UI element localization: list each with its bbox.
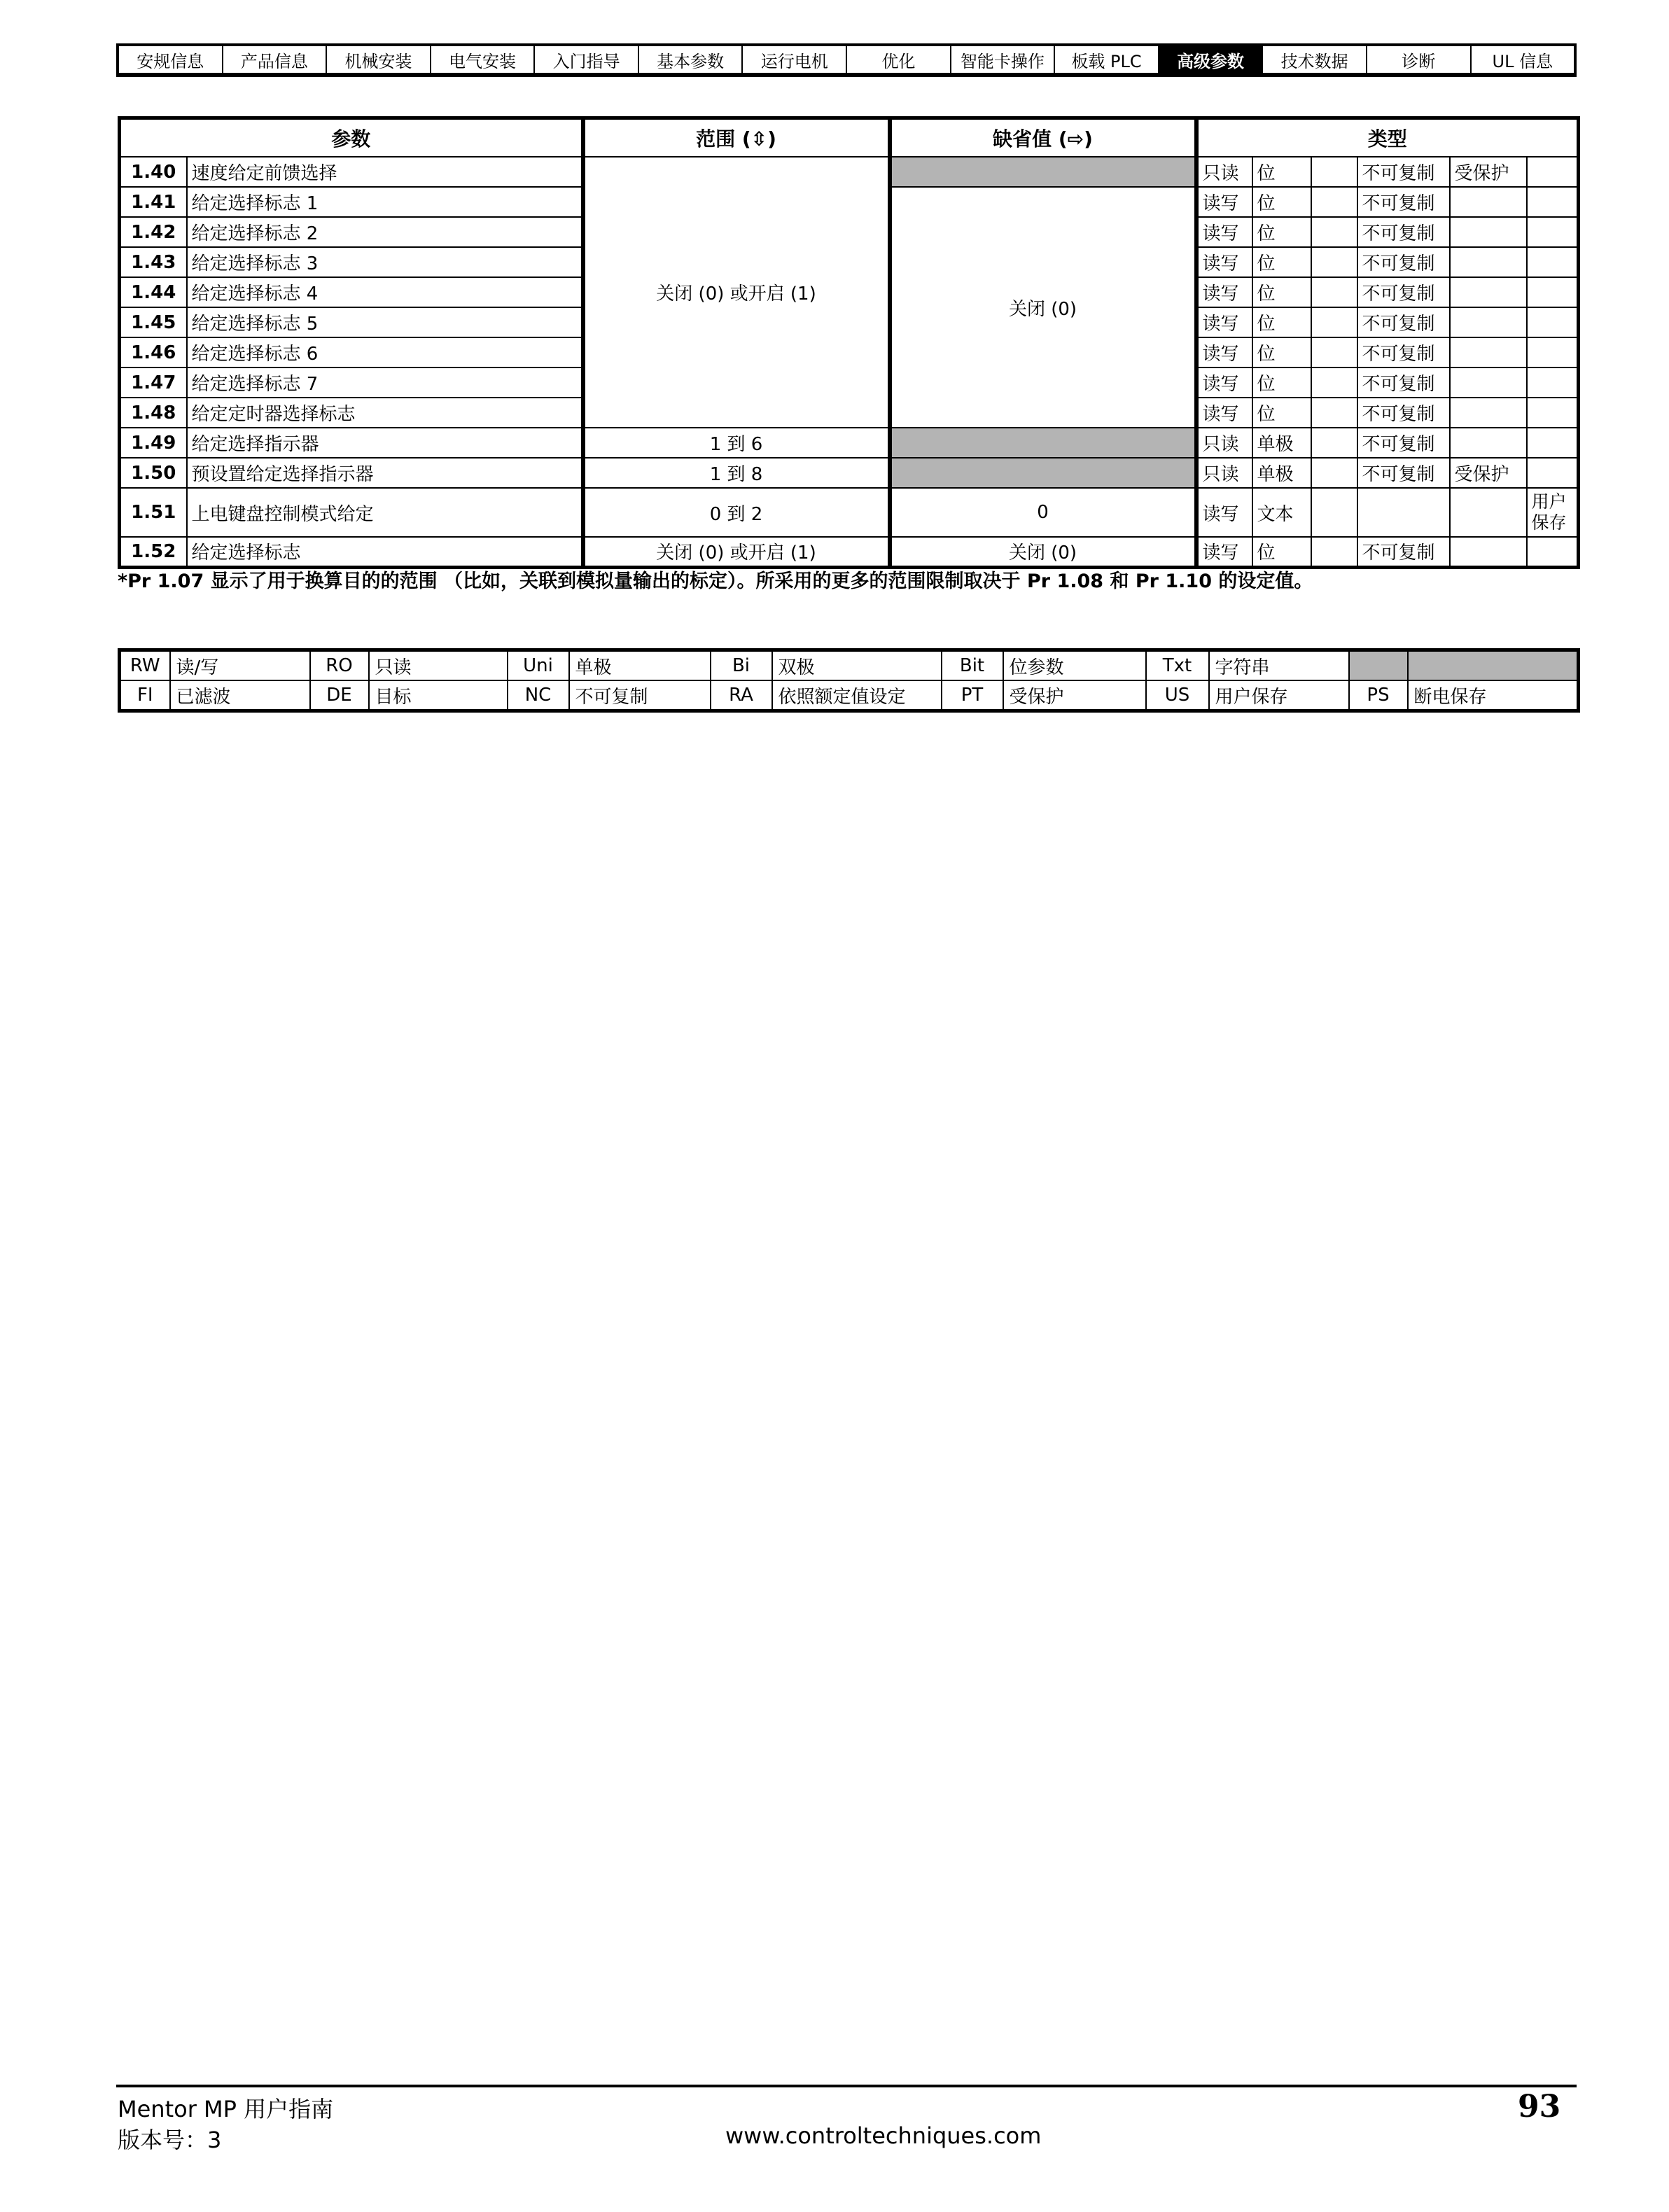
type-cell: 读写 bbox=[1196, 307, 1252, 337]
type-cell bbox=[1311, 488, 1357, 537]
type-cell bbox=[1450, 488, 1527, 537]
type-cell bbox=[1311, 307, 1357, 337]
type-cell: 读写 bbox=[1196, 398, 1252, 428]
default-cell: 关闭 (0) bbox=[890, 187, 1196, 428]
legend-abbr: Bit bbox=[942, 650, 1003, 681]
legend-abbr: Txt bbox=[1146, 650, 1209, 681]
type-cell: 不可复制 bbox=[1357, 368, 1450, 398]
legend-meaning: 单极 bbox=[569, 650, 711, 681]
type-cell: 读写 bbox=[1196, 247, 1252, 277]
type-cell bbox=[1311, 398, 1357, 428]
table-row bbox=[120, 488, 1579, 537]
legend-meaning: 读/写 bbox=[170, 650, 310, 681]
type-cell: 位 bbox=[1252, 398, 1311, 428]
type-cell bbox=[1527, 337, 1579, 368]
abbreviation-legend bbox=[118, 648, 1580, 713]
table-row bbox=[120, 537, 1579, 567]
type-cell bbox=[1450, 277, 1527, 307]
param-name: 给定选择标志 4 bbox=[187, 277, 583, 307]
type-cell: 不可复制 bbox=[1357, 247, 1450, 277]
legend-meaning: 字符串 bbox=[1209, 650, 1349, 681]
param-number: 1.40 bbox=[120, 157, 187, 187]
type-cell: 位 bbox=[1252, 337, 1311, 368]
type-cell bbox=[1311, 368, 1357, 398]
type-cell bbox=[1527, 247, 1579, 277]
type-cell bbox=[1450, 428, 1527, 458]
type-cell: 位 bbox=[1252, 217, 1311, 247]
type-cell: 读写 bbox=[1196, 537, 1252, 567]
legend-abbr: Bi bbox=[711, 650, 772, 681]
footer-rule bbox=[116, 2085, 1577, 2087]
type-cell: 位 bbox=[1252, 537, 1311, 567]
nav-tab[interactable]: 运行电机 bbox=[743, 46, 847, 73]
range-cell: 1 到 6 bbox=[583, 428, 890, 458]
legend-meaning: 受保护 bbox=[1003, 680, 1146, 711]
legend-meaning: 用户保存 bbox=[1209, 680, 1349, 711]
legend-meaning: 目标 bbox=[369, 680, 508, 711]
legend-abbr: PS bbox=[1349, 680, 1408, 711]
type-cell: 读写 bbox=[1196, 488, 1252, 537]
type-cell: 不可复制 bbox=[1357, 398, 1450, 428]
param-number: 1.43 bbox=[120, 247, 187, 277]
legend-meaning: 依照额定值设定 bbox=[772, 680, 942, 711]
type-cell bbox=[1527, 458, 1579, 488]
legend-abbr: RW bbox=[120, 650, 170, 681]
type-cell: 不可复制 bbox=[1357, 428, 1450, 458]
type-cell bbox=[1311, 458, 1357, 488]
legend-row bbox=[120, 680, 1579, 711]
default-cell-empty bbox=[890, 157, 1196, 187]
default-cell-empty bbox=[890, 428, 1196, 458]
legend-meaning bbox=[1408, 650, 1579, 681]
type-cell bbox=[1527, 537, 1579, 567]
table-row bbox=[120, 157, 1579, 187]
table-row bbox=[120, 428, 1579, 458]
type-cell bbox=[1450, 537, 1527, 567]
type-cell: 不可复制 bbox=[1357, 217, 1450, 247]
type-cell bbox=[1450, 217, 1527, 247]
table-row bbox=[120, 458, 1579, 488]
type-cell: 不可复制 bbox=[1357, 537, 1450, 567]
range-cell: 0 到 2 bbox=[583, 488, 890, 537]
type-cell: 读写 bbox=[1196, 368, 1252, 398]
legend-abbr bbox=[1349, 650, 1408, 681]
legend-meaning: 位参数 bbox=[1003, 650, 1146, 681]
type-cell: 位 bbox=[1252, 247, 1311, 277]
type-cell: 单极 bbox=[1252, 428, 1311, 458]
type-cell bbox=[1527, 398, 1579, 428]
type-cell bbox=[1311, 247, 1357, 277]
type-cell: 读写 bbox=[1196, 187, 1252, 217]
type-cell: 不可复制 bbox=[1357, 157, 1450, 187]
legend-abbr: DE bbox=[310, 680, 369, 711]
type-cell bbox=[1450, 247, 1527, 277]
param-name: 给定选择标志 7 bbox=[187, 368, 583, 398]
type-cell: 受保护 bbox=[1450, 157, 1527, 187]
header-type: 类型 bbox=[1196, 118, 1579, 158]
type-cell bbox=[1311, 157, 1357, 187]
param-number: 1.41 bbox=[120, 187, 187, 217]
nav-tab[interactable]: 基本参数 bbox=[639, 46, 743, 73]
param-number: 1.50 bbox=[120, 458, 187, 488]
param-name: 给定选择标志 bbox=[187, 537, 583, 567]
type-cell: 位 bbox=[1252, 277, 1311, 307]
type-cell: 不可复制 bbox=[1357, 307, 1450, 337]
nav-tab[interactable]: 技术数据 bbox=[1263, 46, 1367, 73]
range-cell: 关闭 (0) 或开启 (1) bbox=[583, 157, 890, 428]
type-cell bbox=[1527, 428, 1579, 458]
type-cell: 文本 bbox=[1252, 488, 1311, 537]
legend-meaning: 双极 bbox=[772, 650, 942, 681]
param-number: 1.45 bbox=[120, 307, 187, 337]
param-name: 预设置给定选择指示器 bbox=[187, 458, 583, 488]
type-cell bbox=[1450, 398, 1527, 428]
type-cell bbox=[1311, 337, 1357, 368]
legend-abbr: PT bbox=[942, 680, 1003, 711]
type-cell: 读写 bbox=[1196, 337, 1252, 368]
param-name: 给定选择标志 3 bbox=[187, 247, 583, 277]
type-cell: 不可复制 bbox=[1357, 458, 1450, 488]
nav-tab[interactable]: 电气安装 bbox=[431, 46, 536, 73]
range-cell: 关闭 (0) 或开启 (1) bbox=[583, 537, 890, 567]
param-name: 速度给定前馈选择 bbox=[187, 157, 583, 187]
nav-tab[interactable]: 入门指导 bbox=[535, 46, 639, 73]
chapter-nav bbox=[116, 43, 1577, 77]
parameter-table bbox=[118, 116, 1580, 569]
type-cell: 只读 bbox=[1196, 157, 1252, 187]
type-cell bbox=[1527, 217, 1579, 247]
type-cell: 读写 bbox=[1196, 277, 1252, 307]
nav-tab[interactable]: 板载 PLC bbox=[1055, 46, 1159, 73]
type-cell bbox=[1357, 488, 1450, 537]
type-cell bbox=[1311, 217, 1357, 247]
type-cell: 位 bbox=[1252, 157, 1311, 187]
nav-tab[interactable]: 产品信息 bbox=[223, 46, 328, 73]
param-name: 给定选择标志 5 bbox=[187, 307, 583, 337]
nav-tab[interactable]: 安规信息 bbox=[119, 46, 223, 73]
nav-tab[interactable]: 诊断 bbox=[1367, 46, 1472, 73]
type-cell bbox=[1311, 428, 1357, 458]
param-name: 给定选择标志 2 bbox=[187, 217, 583, 247]
default-cell: 关闭 (0) bbox=[890, 537, 1196, 567]
legend-row bbox=[120, 650, 1579, 681]
type-cell bbox=[1527, 277, 1579, 307]
param-number: 1.47 bbox=[120, 368, 187, 398]
param-number: 1.49 bbox=[120, 428, 187, 458]
type-cell: 只读 bbox=[1196, 428, 1252, 458]
type-cell bbox=[1527, 157, 1579, 187]
footer-version: 版本号：3 bbox=[118, 2127, 222, 2153]
param-name: 给定选择标志 1 bbox=[187, 187, 583, 217]
param-number: 1.51 bbox=[120, 488, 187, 537]
type-cell bbox=[1450, 187, 1527, 217]
param-number: 1.42 bbox=[120, 217, 187, 247]
type-cell: 位 bbox=[1252, 187, 1311, 217]
footer-url: www.controltechniques.com bbox=[725, 2122, 1042, 2149]
type-cell: 不可复制 bbox=[1357, 337, 1450, 368]
type-cell bbox=[1450, 307, 1527, 337]
param-name: 给定定时器选择标志 bbox=[187, 398, 583, 428]
footnote: *Pr 1.07 显示了用于换算目的的范围 （比如，关联到模拟量输出的标定）。所采用的更多的范围限制取决于 Pr 1.08 和 Pr 1.10 的设定值。 bbox=[118, 570, 1313, 592]
type-cell bbox=[1311, 277, 1357, 307]
type-cell: 单极 bbox=[1252, 458, 1311, 488]
type-cell: 位 bbox=[1252, 368, 1311, 398]
nav-tab[interactable]: UL 信息 bbox=[1492, 51, 1553, 71]
type-cell: 用户保存 bbox=[1527, 488, 1579, 537]
legend-meaning: 已滤波 bbox=[170, 680, 310, 711]
default-cell: 0 bbox=[890, 488, 1196, 537]
param-name: 上电键盘控制模式给定 bbox=[187, 488, 583, 537]
legend-abbr: RO bbox=[310, 650, 369, 681]
type-cell bbox=[1527, 187, 1579, 217]
legend-meaning: 只读 bbox=[369, 650, 508, 681]
header-param: 参数 bbox=[120, 118, 583, 158]
header-range: 范围 (⇳) bbox=[583, 118, 890, 158]
param-number: 1.46 bbox=[120, 337, 187, 368]
type-cell bbox=[1527, 368, 1579, 398]
legend-abbr: NC bbox=[508, 680, 569, 711]
param-name: 给定选择标志 6 bbox=[187, 337, 583, 368]
param-number: 1.48 bbox=[120, 398, 187, 428]
default-cell-empty bbox=[890, 458, 1196, 488]
type-cell: 位 bbox=[1252, 307, 1311, 337]
type-cell: 受保护 bbox=[1450, 458, 1527, 488]
param-number: 1.44 bbox=[120, 277, 187, 307]
type-cell: 不可复制 bbox=[1357, 187, 1450, 217]
legend-abbr: US bbox=[1146, 680, 1209, 711]
legend-meaning: 不可复制 bbox=[569, 680, 711, 711]
type-cell bbox=[1311, 537, 1357, 567]
legend-abbr: FI bbox=[120, 680, 170, 711]
type-cell bbox=[1450, 368, 1527, 398]
type-cell: 不可复制 bbox=[1357, 277, 1450, 307]
nav-tab[interactable]: 智能卡操作 bbox=[951, 46, 1056, 73]
type-cell: 读写 bbox=[1196, 217, 1252, 247]
page-number: 93 bbox=[1518, 2089, 1561, 2124]
nav-tab[interactable]: 优化 bbox=[847, 46, 951, 73]
header-default: 缺省值 (⇨) bbox=[890, 118, 1196, 158]
legend-abbr: Uni bbox=[508, 650, 569, 681]
type-cell bbox=[1527, 307, 1579, 337]
range-cell: 1 到 8 bbox=[583, 458, 890, 488]
type-cell: 只读 bbox=[1196, 458, 1252, 488]
legend-abbr: RA bbox=[711, 680, 772, 711]
footer-title: Mentor MP 用户指南 bbox=[118, 2096, 334, 2122]
legend-meaning: 断电保存 bbox=[1408, 680, 1579, 711]
nav-tab[interactable]: 机械安装 bbox=[327, 46, 431, 73]
type-cell bbox=[1450, 337, 1527, 368]
type-cell bbox=[1311, 187, 1357, 217]
nav-tab[interactable]: 高级参数 bbox=[1159, 46, 1264, 73]
param-number: 1.52 bbox=[120, 537, 187, 567]
param-name: 给定选择指示器 bbox=[187, 428, 583, 458]
